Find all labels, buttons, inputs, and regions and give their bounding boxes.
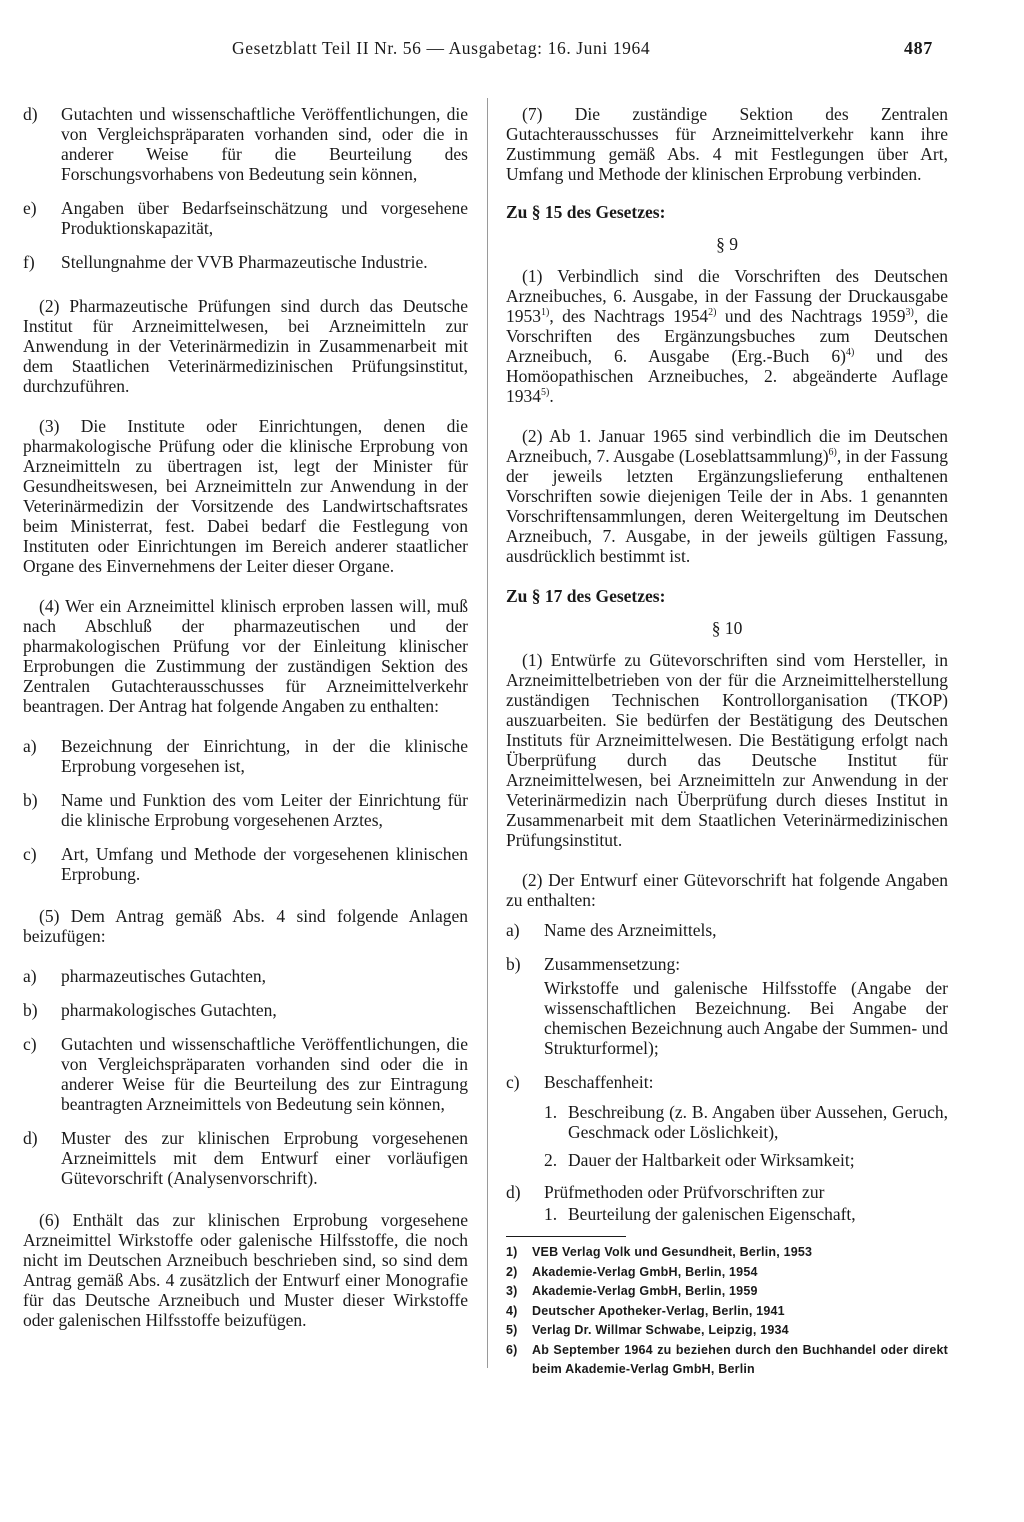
footnote-ref: 4): [846, 347, 855, 359]
list-item: [506, 1182, 948, 1202]
list-marker: c): [506, 1072, 520, 1092]
composition-detail: Wirkstoffe und galenische Hilfsstoffe (Angabe der wissenschaftlichen Bezeichnung. Bei Angabe der chemischen Bezeichnung auch Angabe der Summen- und Strukturformel);: [544, 978, 948, 1058]
list-marker: e): [23, 198, 37, 218]
list-marker: f): [23, 252, 35, 272]
list-item: [23, 104, 468, 184]
section-heading-zu-15: Zu § 15 des Gesetzes:: [506, 202, 666, 222]
section-heading-zu-17: Zu § 17 des Gesetzes:: [506, 586, 666, 606]
list-item: [23, 1128, 468, 1188]
list-text: Art, Umfang und Methode der vorgesehenen klinischen Erprobung.: [61, 844, 468, 884]
list-marker: d): [506, 1182, 521, 1202]
list-marker: d): [23, 104, 38, 124]
list-item: [23, 1034, 468, 1114]
paragraph-7: (7) Die zuständige Sektion des Zentralen Gutachterausschusses für Arzneimittelverkehr kann ihre Zustimmung gemäß Abs. 4 mit Festlegungen über Art, Umfang und Methode der klinischen Erprobung verbinden.: [506, 104, 948, 184]
list-item: [506, 1072, 948, 1092]
page-header: [0, 38, 1024, 68]
list-marker: b): [23, 1000, 38, 1020]
section-9-paragraph-1: (1) Verbindlich sind die Vorschriften des Deutschen Arzneibuches, 6. Ausgabe, in der Fassung der Druckausgabe 1953$^{1)}$, des Nachtrags 1954$^{2)}$ und des Nachtrags 1959$^{3)}$, die Vorschriften des Ergänzungsbuches zum Deutschen Arzneibuch, 6. Ausgabe (Erg.-Buch 6)$^{4)}$ und des Homöopathischen Arzneibuches, 2. abgeänderte Auflage 1934$^{5)}$.: [506, 266, 948, 406]
list-text: Beschaffenheit:: [544, 1072, 654, 1092]
list-marker: b): [23, 790, 38, 810]
list-marker: a): [23, 966, 37, 986]
sub-list-marker: 1.: [544, 1204, 558, 1224]
right-column: [506, 104, 948, 1380]
list-text: Zusammensetzung:: [544, 954, 681, 974]
list-item: [23, 736, 468, 776]
section-title-10: § 10: [711, 618, 743, 638]
sub-list-item: [544, 1204, 948, 1224]
list-text: Bezeichnung der Einrichtung, in der die klinische Erprobung vorgesehen ist,: [61, 736, 468, 776]
list-marker: a): [506, 920, 520, 940]
list-item: [23, 790, 468, 830]
sub-list-text: Dauer der Haltbarkeit oder Wirksamkeit;: [568, 1150, 855, 1170]
list-marker: c): [23, 844, 37, 864]
list-text: Name und Funktion des vom Leiter der Einrichtung für die klinische Erprobung vorgesehenen Arztes,: [61, 790, 468, 830]
list-text: pharmazeutisches Gutachten,: [61, 966, 267, 986]
section-title-9: § 9: [716, 234, 738, 254]
list-text: Name des Arzneimittels,: [544, 920, 717, 940]
footnote: 3) Akademie-Verlag GmbH, Berlin, 1959: [506, 1284, 758, 1298]
section-10-paragraph-1: (1) Entwürfe zu Gütevorschriften sind vom Hersteller, in Arzneimittelbetrieben von der für die Arzneimittelherstellung zuständigen Technischen Kontrollorganisation (TKOP) auszuarbeiten. Sie bedürfen der Bestätigung des Deutschen Instituts für Arzneimittelwesen. Die Bestätigung erfolgt nach Überprüfung durch das Deutsche Institut für Arzneimittelwesen, bei Arzneimitteln zur Anwendung in der Veterinärmedizin nach Überprüfung durch dieses Institut in Zusammenarbeit mit dem Staatlichen Veterinärmedizinischen Prüfungsinstitut.: [506, 650, 948, 850]
footnote: 2) Akademie-Verlag GmbH, Berlin, 1954: [506, 1264, 758, 1279]
sub-list-text: Beschreibung (z. B. Angaben über Aussehen, Geruch, Geschmack oder Löslichkeit),: [568, 1102, 948, 1142]
sub-list-text: Beurteilung der galenischen Eigenschaft,: [568, 1204, 856, 1224]
footnote: 5) Verlag Dr. Willmar Schwabe, Leipzig, 1934: [506, 1323, 789, 1337]
list-item: [23, 966, 468, 986]
paragraph-6: (6) Enthält das zur klinischen Erprobung vorgesehene Arzneimittel Wirkstoffe oder galenische Hilfsstoffe, die noch nicht im Deutschen Arzneibuch beschrieben sind, so sind dem Antrag gemäß Abs. 4 zusätzlich der Entwurf einer Monografie für das Deutsche Arzneibuch und Muster dieser Wirkstoffe oder galenischen Hilfsstoffe beizufügen.: [23, 1210, 468, 1330]
footnotes: [506, 1243, 948, 1380]
footnote-ref: 2): [708, 307, 717, 319]
paragraph-5: (5) Dem Antrag gemäß Abs. 4 sind folgende Anlagen beizufügen:: [23, 906, 468, 946]
sub-list-item: [544, 1150, 948, 1170]
footnote-ref: 6): [828, 447, 837, 459]
list-item: [23, 252, 468, 272]
list-text: pharmakologisches Gutachten,: [61, 1000, 277, 1020]
left-column: [23, 104, 468, 1350]
column-divider: [487, 98, 488, 1368]
footnote-ref: 1): [541, 307, 550, 319]
list-item: [23, 198, 468, 238]
list-text: Gutachten und wissenschaftliche Veröffentlichungen, die von Vergleichspräparaten vorhanden sind oder die in anderer Weise für die Beurteilung des zur Eintragung beantragten Arzneimittels von Bedeutung sein können,: [61, 1034, 468, 1114]
page-number: 487: [904, 38, 933, 58]
list-item: [506, 920, 948, 940]
paragraph-4: (4) Wer ein Arzneimittel klinisch erproben lassen will, muß nach Abschluß der pharmazeutischen und der pharmakologischen Prüfung vor der Einleitung klinischer Erprobungen die Zustimmung der zuständigen Sektion des Zentralen Gutachterausschusses für Arzneimittelverkehr beantragen. Der Antrag hat folgende Angaben zu enthalten:: [23, 596, 468, 716]
paragraph-3: (3) Die Institute oder Einrichtungen, denen die pharmakologische Prüfung oder die klinische Erprobung von Arzneimitteln zu übertragen ist, legt der Minister für Gesundheitswesen, bei Arzneimitteln zur Anwendung in der Veterinärmedizin der Vorsitzende des Landwirtschaftsrates beim Ministerrat, fest. Dabei bedarf die Festlegung von Instituten oder Einrichtungen im Bereich anderer staatlicher Organe des Einvernehmens der Leiter dieser Organe.: [23, 416, 468, 576]
list-text: Angaben über Bedarfseinschätzung und vorgesehene Produktionskapazität,: [61, 198, 468, 238]
list-text: Gutachten und wissenschaftliche Veröffentlichungen, die von Vergleichspräparaten vorhanden sind, oder die in anderer Weise für die Beurteilung des Forschungsvorhabens von Bedeutung sein können,: [61, 104, 468, 184]
paragraph-2: (2) Pharmazeutische Prüfungen sind durch das Deutsche Institut für Arzneimittelwesen, bei Arzneimitteln zur Anwendung in der Veterinärmedizin in Zusammenarbeit mit dem Staatlichen Veterinärmedizinischen Prüfungsinstitut, durchzuführen.: [23, 296, 468, 396]
page-title: Gesetzblatt Teil II Nr. 56 — Ausgabetag: 16. Juni 1964: [232, 38, 651, 58]
sub-list-marker: 2.: [544, 1150, 558, 1170]
list-marker: b): [506, 954, 521, 974]
sub-list-item: [544, 1102, 948, 1142]
section-9-paragraph-2: (2) Ab 1. Januar 1965 sind verbindlich die im Deutschen Arzneibuch, 7. Ausgabe (Loseblattsammlung)$^{6)}$, in der Fassung der jeweils letzten Ergänzungslieferung enthaltenen Vorschriften sowie diejenigen Teile der in Abs. 1 genannten Vorschriftensammlungen, deren Weitergeltung im Deutschen Arzneibuch, 7. Ausgabe, in der jeweils gültigen Fassung, ausdrücklich bestimmt ist.: [506, 426, 949, 566]
footnote: 4) Deutscher Apotheker-Verlag, Berlin, 1941: [506, 1303, 785, 1318]
footnote: 1) VEB Verlag Volk und Gesundheit, Berlin, 1953: [506, 1245, 813, 1259]
list-item: [23, 844, 468, 884]
section-10-paragraph-2: (2) Der Entwurf einer Gütevorschrift hat folgende Angaben zu enthalten:: [506, 870, 948, 910]
footnote: 6) Ab September 1964 zu beziehen durch den Buchhandel oder direkt beim Akademie-Verlag GmbH, Berlin: [506, 1342, 948, 1376]
list-item: [23, 1000, 468, 1020]
list-text: Stellungnahme der VVB Pharmazeutische Industrie.: [61, 252, 428, 272]
list-marker: a): [23, 736, 37, 756]
list-item: [506, 954, 948, 974]
list-text: Muster des zur klinischen Erprobung vorgesehenen Arzneimittels mit dem Entwurf einer vorläufigen Gütevorschrift (Analysenvorschrift).: [61, 1128, 468, 1188]
footnote-divider: [506, 1236, 626, 1237]
list-marker: c): [23, 1034, 37, 1054]
footnote-ref: 5): [541, 387, 550, 399]
footnote-ref: 3): [905, 307, 914, 319]
list-marker: d): [23, 1128, 38, 1148]
list-text: Prüfmethoden oder Prüfvorschriften zur: [544, 1182, 825, 1202]
sub-list-marker: 1.: [544, 1102, 558, 1122]
